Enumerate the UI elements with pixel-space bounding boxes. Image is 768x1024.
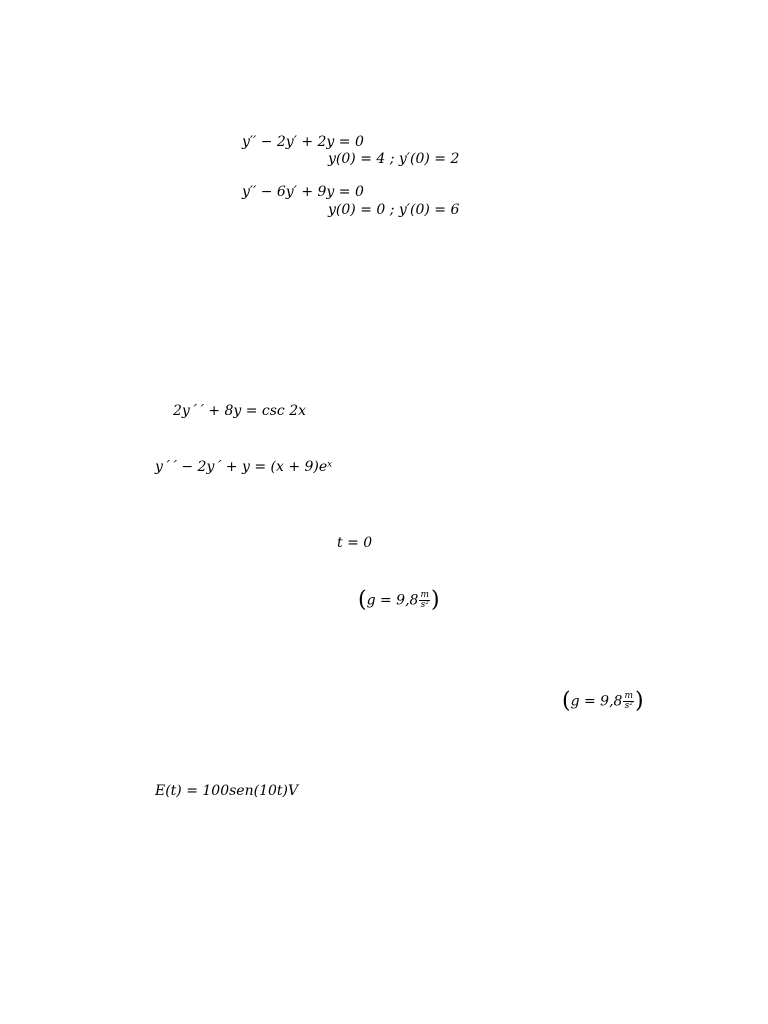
gravity-constant-2 bbox=[562, 688, 644, 714]
equation-3-ode: 2y´´ + 8y = csc 2x bbox=[173, 403, 307, 419]
equation-2-initial-conditions: y(0) = 0 ; y′(0) = 6 bbox=[328, 202, 460, 218]
equation-1-initial-conditions: y(0) = 4 ; y′(0) = 2 bbox=[328, 151, 460, 167]
fraction-denominator: s² bbox=[624, 701, 633, 711]
open-paren: ( bbox=[562, 688, 571, 714]
equation-4-ode: y´´ − 2y´ + y = (x + 9)eˣ bbox=[155, 459, 333, 475]
close-paren: ) bbox=[635, 688, 644, 714]
fraction-numerator: m bbox=[420, 590, 429, 600]
close-paren: ) bbox=[431, 587, 440, 613]
fraction-numerator: m bbox=[624, 691, 633, 701]
gravity-units-fraction bbox=[419, 591, 430, 610]
equation-voltage-source: E(t) = 100sen(10t)V bbox=[155, 783, 299, 799]
gravity-lhs: g = 9,8 bbox=[570, 693, 623, 710]
open-paren: ( bbox=[358, 587, 367, 613]
fraction-denominator: s² bbox=[420, 600, 429, 610]
equation-1-ode: y′′ − 2y′ + 2y = 0 bbox=[242, 134, 364, 150]
gravity-constant-1 bbox=[358, 587, 440, 613]
gravity-units-fraction bbox=[623, 692, 634, 711]
equation-2-ode: y′′ − 6y′ + 9y = 0 bbox=[242, 184, 364, 200]
equation-time-zero: t = 0 bbox=[337, 535, 373, 551]
gravity-lhs: g = 9,8 bbox=[366, 592, 419, 609]
